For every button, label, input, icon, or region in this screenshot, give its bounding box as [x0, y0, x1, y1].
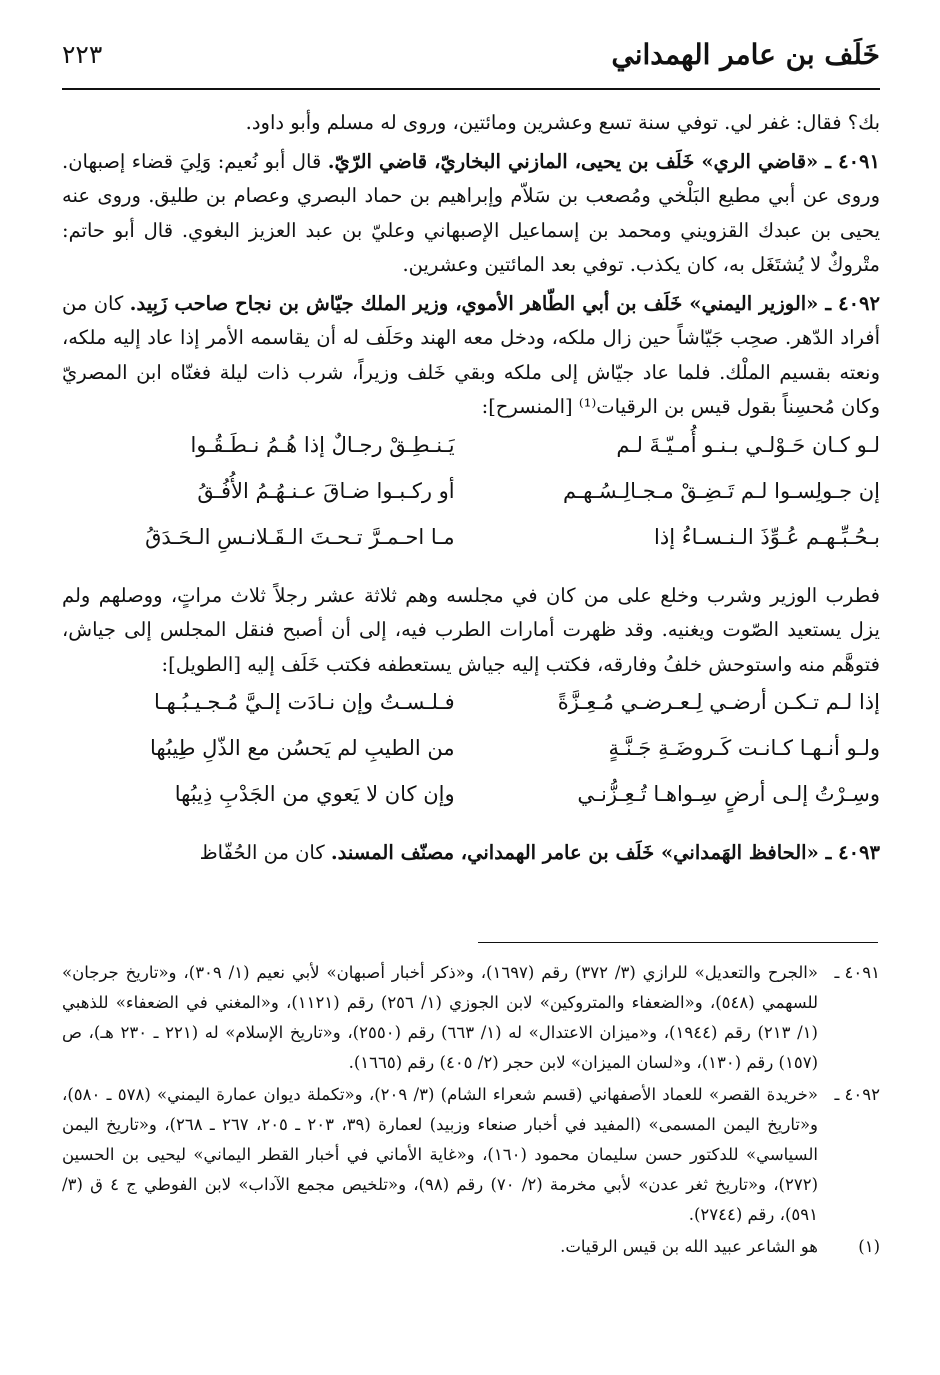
poem1-verse-1 [62, 433, 880, 479]
verse-first-hemistich: إن جـولِسـوا لـم تَـضِـقْ مـجـالِـسُـهـم [562, 478, 880, 503]
main-text [62, 106, 880, 871]
verse-second-hemistich: فـلـسـتُ وإن نـادَت إلـيَّ مُـجـيـبُـهـا [154, 690, 455, 714]
poem2-verse-1 [62, 690, 880, 736]
verse-first-hemistich: ولـو أنـهـا كـانـت كَـروضَـةِ جَـنَّـةٍ [608, 736, 880, 760]
entry-4093 [62, 836, 880, 871]
intro-paragraph: بك؟ فقال: غفر لي. توفي سنة تسع وعشرين ومائتين، وروى له مسلم وأبو داود. [245, 111, 880, 134]
paragraph-after-poem1: فطرب الوزير وشرب وخلع على من كان في مجلسه وهم ثلاثة عشر رجلاً ثلاث مراتٍ، ووصلهم ولم يزل يستعيد الصّوت ويغنيه. وقد ظهرت أمارات الطرب فيه، إلى أن أصبح فنقل المجلس إلى جياش، فتوهَّم منه واستوحش خلفُ وفارقه، فكتب إليه جياش يستعطفه فكتب خَلَف إليه [الطويل]: [62, 583, 880, 676]
poem2-verse-2 [62, 736, 880, 782]
verse-second-hemistich: وإن كان لا يَعوي من الجَدْبِ ذِيبُها [174, 782, 455, 806]
footnote-4091 [62, 958, 880, 1078]
verse-second-hemistich: أو ركـبـوا ضـاقَ عـنـهُـمُ الأُفُـقُ [197, 478, 455, 503]
verse-first-hemistich: لـو كـان حَـوْلـي بـنـو أُمـيّـةَ لـم [616, 432, 880, 457]
entry-4092 [62, 287, 880, 425]
page-number: ٢٢٣ [62, 40, 103, 69]
footnote-marker: ٤٠٩٢ ـ [834, 1085, 880, 1104]
verse-second-hemistich: يَـنـطِـقْ رجـالٌ إذا هُـمُ نـطَـقُـوا [190, 432, 455, 457]
page-header [62, 28, 880, 90]
running-title: خَلَف بن عامر الهمداني [611, 38, 880, 71]
entry-4092-heading: ٤٠٩٢ ـ «الوزير اليمني» خَلَف بن أبي الطّاهر الأموي، وزير الملك جيّاش بن نجاح صاحب زَبِيد. [129, 291, 880, 315]
poem2-verse-3 [62, 782, 880, 828]
footnote-text: «خريدة القصر» للعماد الأصفهاني (قسم شعراء الشام) (٣/ ٢٠٩)، و«تكملة ديوان عمارة اليمني» (٥٧٨ ـ ٥٨٠)، و«تاريخ اليمن المسمى» (المفيد في أخبار صنعاء وزبيد) لعمارة (٣٩، ٢٠٣ ـ ٢٠٥، ٢٦٧ ـ ٢٦٨)، و«تاريخ اليمن السياسي» للدكتور حسن سليمان محمود (١٦٠)، و«غاية الأماني في أخبار القطر اليماني» ليحيى بن الحسين (٢٧٢)، و«تاريخ ثغر عدن» لأبي مخرمة (٢/ ٧٠) رقم (٩٨)، و«تلخيص مجمع الآداب» لابن الفوطي ج ٤ ق (٣/ ٥٩١)، رقم (٢٧٤٤). [62, 1085, 819, 1224]
footnote-text: «الجرح والتعديل» للرازي (٣/ ٣٧٢) رقم (١٦٩٧)، و«ذكر أخبار أصبهان» لأبي نعيم (١/ ٣٠٩)، و«تاريخ جرجان» للسهمي (٥٤٨)، و«الضعفاء والمتروكين» لابن الجوزي (١/ ٢٥٦) رقم (١١٢١)، و«المغني في الضعفاء» للذهبي (١/ ٢١٣) رقم (١٩٤٤)، و«ميزان الاعتدال» له (١/ ٦٦٣) رقم (٢٥٥٠)، و«تاريخ الإسلام» له (٢٢١ ـ ٢٣٠ هـ)، ص (١٥٧) رقم (١٣٠)، و«لسان الميزان» لابن حجر (٢/ ٤٠٥) رقم (١٦٦٥). [62, 963, 818, 1072]
footnote-marker: ٤٠٩١ ـ [834, 963, 880, 982]
entry-4093-heading: ٤٠٩٣ ـ «الحافظ الهَمداني» خَلَف بن عامر الهمداني، مصنّف المسند. [330, 841, 880, 864]
entry-4091-text: قال أبو نُعيم: وَلِيَ قضاء إصبهان. وروى عن أبي مطيع البَلْخي ومُصعب بن سَلاّم وإبراهيم بن حماد البصري وعصام بن طليق. وروى عنه يحيى بن عبدك القزويني ومحمد بن إسماعيل الإصبهاني وعليّ بن عبد العزيز البغوي. قال أبو حاتم: متْروكٌ لا يُشتَغَل به، كان يكذب. توفي بعد المائتين وعشرين. [62, 149, 880, 276]
verse-first-hemistich: إذا لـم تـكـن أرضـي لِـعـرضـي مُـعِـزَّةً [557, 690, 880, 714]
footnote-text: هو الشاعر عبيد الله بن قيس الرقيات. [560, 1237, 818, 1256]
footnote-marker: (١) [858, 1237, 880, 1256]
entry-4092-text: كان من أفراد الدّهر. صحِب جَيّاشاً حين زال ملكه، ودخل معه الهند وحَلَف له أن يقاسمه الأمر إذا عاد إليه ملكه، ونعته بقسيم الملْك. فلما عاد جيّاش إلى ملكه وبقي خَلف وزيراً، شرب ذات ليلة فغنّاه ابن المصريّ وكان مُحسِناً بقول قيس بن الرقيات⁽¹⁾ [المنسرح]: [62, 291, 880, 418]
entry-4091-heading: ٤٠٩١ ـ «قاضي الري» خَلَف بن يحيى، المازني البخاريّ، قاضي الرّيّ. [327, 149, 880, 173]
poem-munsarih [62, 433, 880, 571]
footnote-4092 [62, 1080, 880, 1230]
poem-tawil [62, 690, 880, 828]
footnote-separator [478, 942, 878, 943]
verse-first-hemistich: بـحُـبِّـهـم عُـوِّذَ الـنـسـاءُ إذا [654, 524, 880, 549]
poem1-verse-2 [62, 479, 880, 525]
verse-second-hemistich: من الطيبِ لم يَحسُن مع الذّلِ طِيبُها [150, 736, 455, 760]
verse-second-hemistich: مـا احـمـرَّ تـحـتَ الـقَـلانـسِ الـحَـدَقُ [145, 524, 455, 549]
entry-4091 [62, 145, 880, 283]
footnotes [62, 958, 880, 1264]
poem1-verse-3 [62, 525, 880, 571]
footnote-1 [62, 1232, 880, 1262]
verse-first-hemistich: وسِـرْتُ إلـى أرضٍ سِـواهـا تُـعِـزُّنـي [577, 782, 880, 806]
entry-4093-text: كان من الحُفّاظ [199, 841, 331, 864]
